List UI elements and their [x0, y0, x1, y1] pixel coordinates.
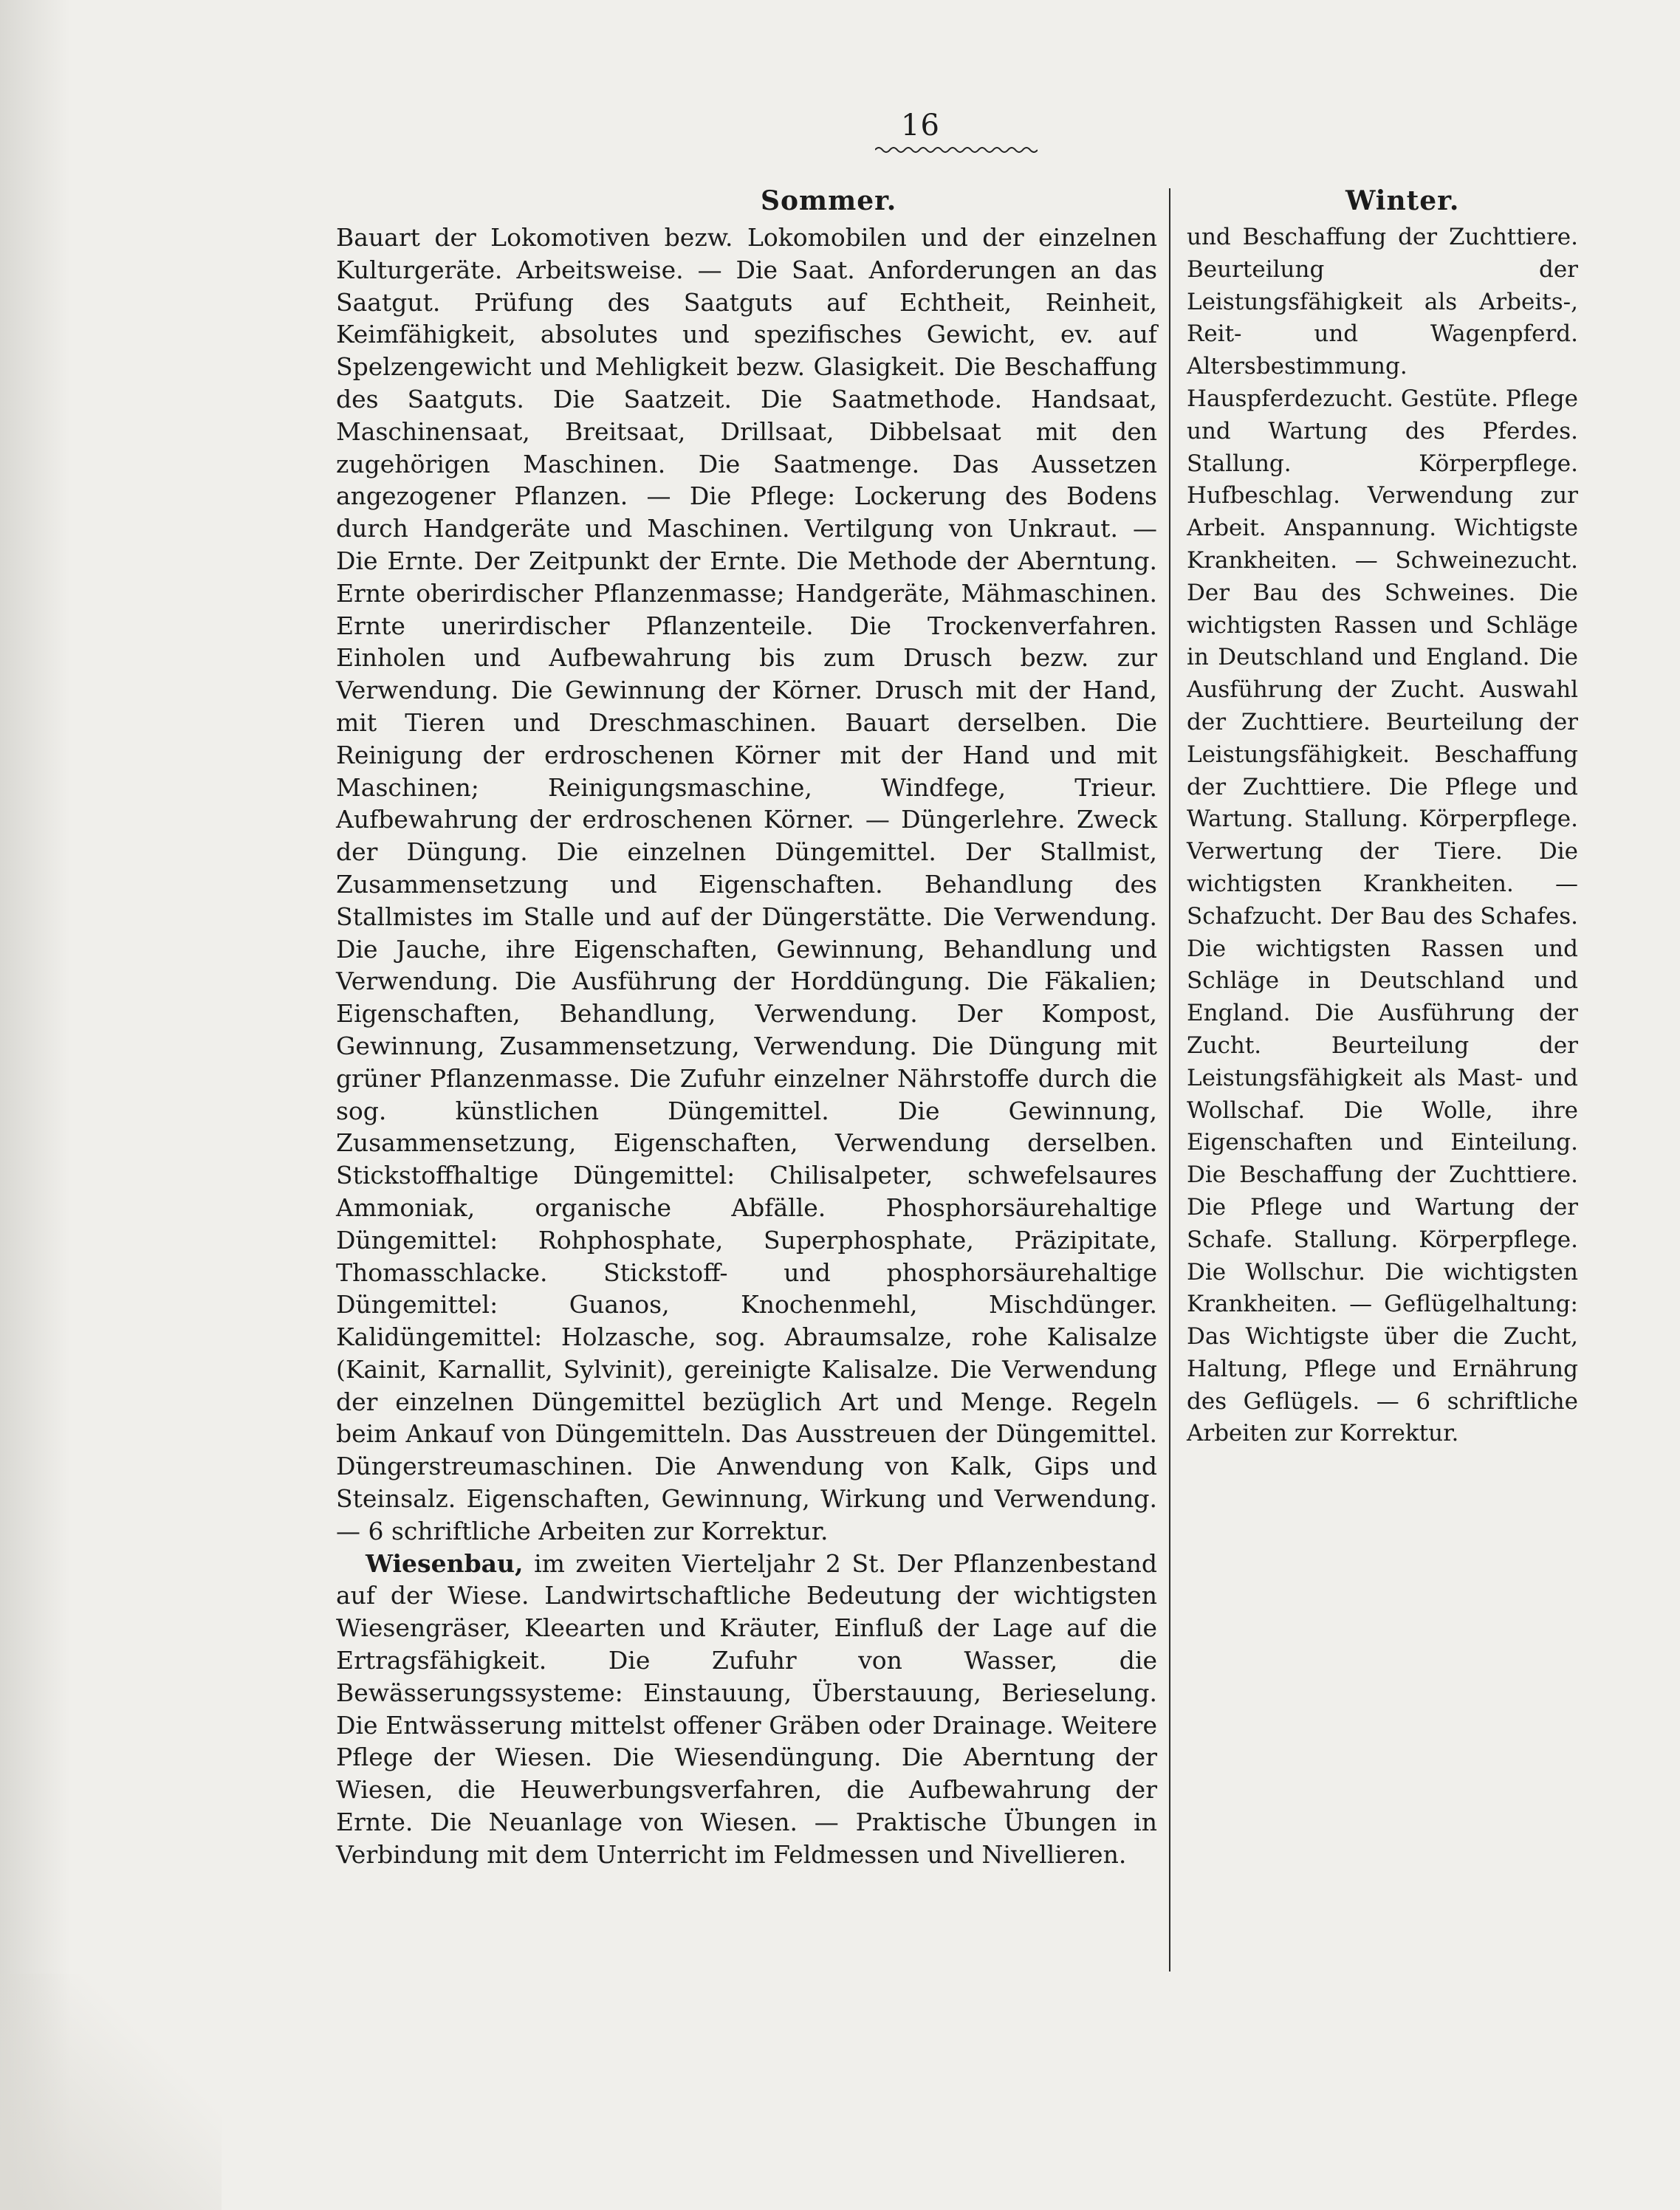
page-edge-shadow [0, 0, 70, 2210]
summer-heading: Sommer. [761, 185, 897, 216]
winter-paragraph: und Beschaffung der Zuchttiere. Beurteilung der Leistungsfähigkeit als Arbeits-, Reit- und Wagenpferd. Altersbestimmung. Hauspferdezucht. Gestüte. Pflege und Wartung des Pferdes. Stallung. Körperpflege. Hufbeschlag. Verwendung zur Arbeit. Anspannung. Wichtigste Krankheiten. — Schweinezucht. Der Bau des Schweines. Die wichtigsten Rassen und Schläge in Deutschland und England. Die Ausführung der Zucht. Auswahl der Zuchttiere. Beurteilung der Leistungsfähigkeit. Beschaffung der Zuchttiere. Die Pflege und Wartung. Stallung. Körperpflege. Verwertung der Tiere. Die wichtigsten Krankheiten. — Schafzucht. Der Bau des Schafes. Die wichtigsten Rassen und Schläge in Deutschland und England. Die Ausführung der Zucht. Beurteilung der Leistungsfähigkeit als Mast- und Wollschaf. Die Wolle, ihre Eigenschaften und Einteilung. Die Beschaffung der Zuchttiere. Die Pflege und Wartung der Schafe. Stallung. Körperpflege. Die Wollschur. Die wichtigsten Krankheiten. — Geflügelhaltung: Das Wichtigste über die Zucht, Haltung, Pflege und Ernährung des Geflügels. — 6 schriftliche Arbeiten zur Korrektur. [1187, 224, 1578, 1447]
wavy-rule-ornament [875, 145, 1038, 155]
wiesenbau-text: im zweiten Vierteljahr 2 St. Der Pflanzenbestand auf der Wiese. Landwirtschaftliche Bedeutung der wichtigsten Wiesengräser, Kleearten und Kräuter, Einfluß der Lage auf die Ertragsfähigkeit. Die Zufuhr von Wasser, die Bewässerungssysteme: Einstauung, Überstauung, Berieselung. Die Entwässerung mittelst offener Gräben oder Drainage. Weitere Pflege der Wiesen. Die Wiesendüngung. Die Aberntung der Wiesen, die Heuwerbungsverfahren, die Aufbewahrung der Ernte. Die Neuanlage von Wiesen. — Praktische Übungen in Verbindung mit dem Unterricht im Feldmessen und Nivellieren. [336, 1548, 1157, 1869]
winter-heading: Winter. [1345, 185, 1460, 216]
winter-column [1187, 222, 1578, 1450]
page-number: 16 [901, 109, 940, 143]
summer-column [336, 222, 1157, 1871]
wiesenbau-lead: Wiesenbau, [366, 1548, 524, 1578]
column-divider [1169, 188, 1170, 1972]
summer-paragraph: Bauart der Lokomotiven bezw. Lokomobilen und der einzelnen Kulturgeräte. Arbeitsweise. — Die Saat. Anforderungen an das Saatgut. Prüfung des Saatguts auf Echtheit, Reinheit, Keimfähigkeit, absolutes und spezifisches Gewicht, ev. auf Spelzengewicht und Mehligkeit bezw. Glasigkeit. Die Beschaffung des Saatguts. Die Saatzeit. Die Saatmethode. Handsaat, Maschinensaat, Breitsaat, Drillsaat, Dibbelsaat mit den zugehörigen Maschinen. Die Saatmenge. Das Aussetzen angezogener Pflanzen. — Die Pflege: Lockerung des Bodens durch Handgeräte und Maschinen. Vertilgung von Unkraut. — Die Ernte. Der Zeitpunkt der Ernte. Die Methode der Aberntung. Ernte oberirdischer Pflanzenmasse; Handgeräte, Mähmaschinen. Ernte unerirdischer Pflanzenteile. Die Trockenverfahren. Einholen und Aufbewahrung bis zum Drusch bezw. zur Verwendung. Die Gewinnung der Körner. Drusch mit der Hand, mit Tieren und Dreschmaschinen. Bauart derselben. Die Reinigung der erdroschenen Körner mit der Hand und mit Maschinen; Reinigungsmaschine, Windfege, Trieur. Aufbewahrung der erdroschenen Körner. — Düngerlehre. Zweck der Düngung. Die einzelnen Düngemittel. Der Stallmist, Zusammensetzung und Eigenschaften. Behandlung des Stallmistes im Stalle und auf der Düngerstätte. Die Verwendung. Die Jauche, ihre Eigenschaften, Gewinnung, Behandlung und Verwendung. Die Ausführung der Horddüngung. Die Fäkalien; Eigenschaften, Behandlung, Verwendung. Der Kompost, Gewinnung, Zusammensetzung, Verwendung. Die Düngung mit grüner Pflanzenmasse. Die Zufuhr einzelner Nährstoffe durch die sog. künstlichen Düngemittel. Die Gewinnung, Zusammensetzung, Eigenschaften, Verwendung derselben. Stickstoffhaltige Düngemittel: Chilisalpeter, schwefelsaures Ammoniak, organische Abfälle. Phosphorsäurehaltige Düngemittel: Rohphosphate, Superphosphate, Präzipitate, Thomasschlacke. Stickstoff- und phosphorsäurehaltige Düngemittel: Guanos, Knochenmehl, Mischdünger. Kalidüngemittel: Holzasche, sog. Abraumsalze, rohe Kalisalze (Kainit, Karnallit, Sylvinit), gereinigte Kalisalze. Die Verwendung der einzelnen Düngemittel bezüglich Art und Menge. Regeln beim Ankauf von Düngemitteln. Das Ausstreuen der Düngemittel. Düngerstreumaschinen. Die Anwendung von Kalk, Gips und Steinsalz. Eigenschaften, Gewinnung, Wirkung und Verwendung. — 6 schriftliche Arbeiten zur Korrektur. [336, 223, 1157, 1545]
page-corner-fold [0, 1974, 222, 2210]
wiesenbau-paragraph [336, 1548, 1157, 1871]
